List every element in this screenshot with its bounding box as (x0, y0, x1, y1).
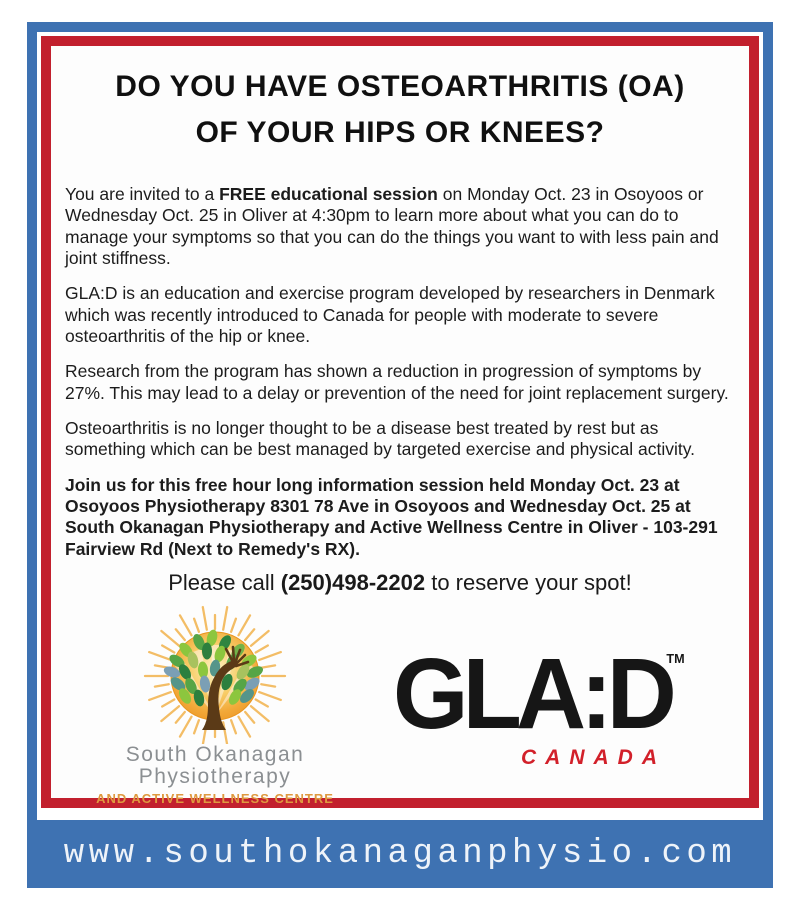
white-inset (37, 32, 763, 820)
invite-pre: You are invited to a (65, 184, 220, 204)
logo-name-line-1: South Okanagan (125, 743, 305, 767)
sun-tree-logo (115, 604, 315, 744)
logos-row (65, 604, 735, 806)
call-to-action (65, 570, 735, 596)
call-post: to reserve your spot! (425, 570, 632, 596)
invite-post: on Monday Oct. 23 in Osoyoos or Wednesday Oct. 25 in Oliver at 4:30pm to learn more about what you can do to manage your symptoms so that you can do the things you want to with less pain and joint stiffness. (65, 184, 719, 269)
trademark-symbol: TM (666, 651, 685, 667)
call-pre: Please call (168, 570, 281, 596)
glad-country-label: CANADA (521, 746, 666, 770)
content-area (41, 36, 759, 808)
paragraph-invitation (65, 184, 735, 269)
phone-number: (250)498-2202 (280, 570, 426, 596)
paragraph-glad-program: GLA:D is an education and exercise program developed by researchers in Denmark which was recently introduced to Canada for people with moderate to severe osteoarthritis of the hip or knee. (65, 283, 715, 347)
glad-canada-logo (393, 638, 685, 770)
logo-name-line-2: Physiotherapy (138, 765, 292, 789)
title-line-2: OF YOUR HIPS OR KNEES? (195, 116, 605, 149)
website-url: www.southokanaganphysio.com (63, 835, 737, 873)
blue-frame (27, 22, 773, 888)
south-okanagan-logo (65, 604, 365, 806)
paragraph-session-details: Join us for this free hour long information session held Monday Oct. 23 at Osoyoos Physiotherapy 8301 78 Ave in Osoyoos and Wednesday Oct. 25 at South Okanagan Physiotherapy and Active Wellness Centre in Oliver - 103-291 Fairview Rd (Next to Remedy's RX). (65, 474, 718, 559)
glad-wordmark: GLA:D TM (393, 638, 685, 751)
paragraph-oa-management: Osteoarthritis is no longer thought to be a disease best treated by rest but as something which can be best managed by targeted exercise and physical activity. (65, 418, 696, 460)
title-line-1: DO YOU HAVE OSTEOARTHRITIS (OA) (115, 70, 685, 103)
page-title (65, 64, 735, 156)
footer-band (27, 820, 773, 888)
paragraph-research: Research from the program has shown a reduction in progression of symptoms by 27%. This may lead to a delay or prevention of the need for joint replacement surgery. (65, 361, 729, 403)
logo-tagline: AND ACTIVE WELLNESS CENTRE (96, 791, 334, 807)
invite-bold-free-session: FREE educational session (219, 184, 438, 204)
